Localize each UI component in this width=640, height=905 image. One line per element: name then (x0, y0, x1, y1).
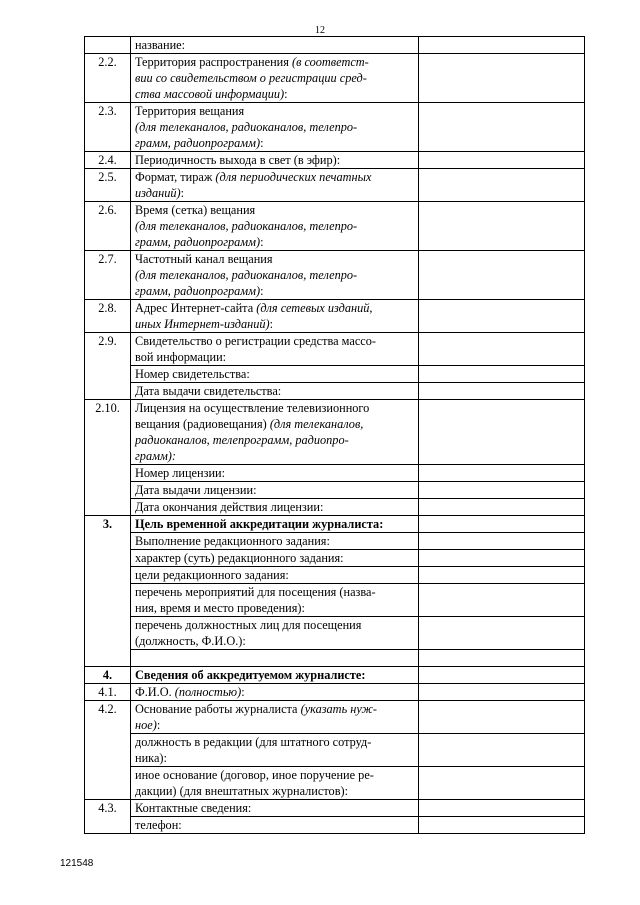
value-field[interactable] (419, 516, 585, 533)
table-row (85, 169, 585, 202)
label-text: Время (сетка) вещания (135, 203, 256, 217)
item-number: 2.3. (85, 103, 131, 152)
value-field[interactable] (419, 366, 585, 383)
label-text: изданий) (135, 186, 181, 200)
label-text: Формат, тираж (135, 170, 216, 184)
table-row (85, 400, 585, 465)
value-field[interactable] (419, 617, 585, 650)
table-row (85, 152, 585, 169)
value-field[interactable] (419, 103, 585, 152)
label-text: Основание работы журналиста (135, 702, 301, 716)
label-text: название: (135, 38, 186, 52)
item-number: 2.7. (85, 251, 131, 300)
table-row (85, 684, 585, 701)
label-text: вещания (радиовещания) (135, 417, 270, 431)
label-text: вии со свидетельством о регистрации сред- (135, 71, 367, 85)
item-number: 4.3. (85, 800, 131, 834)
label-text: Свидетельство о регистрации средства массо- (135, 334, 376, 348)
label-text: : (260, 235, 264, 249)
label-text: : (171, 449, 176, 463)
item-label (131, 567, 419, 584)
value-field[interactable] (419, 400, 585, 465)
label-text: (указать нуж- (300, 702, 378, 716)
value-field[interactable] (419, 37, 585, 54)
item-label (131, 734, 419, 767)
item-label (131, 650, 419, 667)
item-label (131, 383, 419, 400)
item-number: 2.2. (85, 54, 131, 103)
label-text: : (269, 317, 274, 331)
label-text: грамм, радиопрограмм) (135, 235, 261, 249)
table-row (85, 667, 585, 684)
label-text: : (284, 87, 288, 101)
label-text: ния, время и место проведения): (135, 601, 305, 615)
label-text: ника): (135, 751, 167, 765)
document-code: 121548 (60, 858, 94, 869)
label-text: радиоканалов, телепрограмм, радиопро- (135, 433, 349, 447)
label-text: иных Интернет-изданий) (135, 317, 270, 331)
label-text: ное) (135, 718, 157, 732)
label-text: вой информации: (135, 350, 227, 364)
item-label (131, 54, 419, 103)
label-text: грамм, радиопрограмм) (135, 136, 261, 150)
label-text: Частотный канал вещания (135, 252, 273, 266)
value-field[interactable] (419, 152, 585, 169)
label-text: характер (суть) редакционного задания: (135, 551, 344, 565)
label-text: Контактные сведения: (135, 801, 252, 815)
label-text: иное основание (договор, иное поручение ре- (135, 768, 374, 782)
item-label (131, 667, 419, 684)
label-text: должность в редакции (для штатного сотруд- (135, 735, 372, 749)
value-field[interactable] (419, 54, 585, 103)
table-row (85, 103, 585, 152)
label-text: : (180, 186, 185, 200)
label-text: Сведения об аккредитуемом журналисте: (135, 668, 366, 682)
label-text: (должность, Ф.И.О.): (135, 634, 246, 648)
table-row (85, 516, 585, 533)
value-field[interactable] (419, 300, 585, 333)
label-text: телефон: (135, 818, 182, 832)
value-field[interactable] (419, 465, 585, 482)
value-field[interactable] (419, 667, 585, 684)
item-number: 3. (85, 516, 131, 667)
item-number: 2.10. (85, 400, 131, 516)
value-field[interactable] (419, 550, 585, 567)
item-label (131, 251, 419, 300)
table-row (85, 617, 585, 650)
table-row (85, 567, 585, 584)
label-text: : (156, 718, 161, 732)
label-text: (для сетевых изданий, (256, 301, 373, 315)
value-field[interactable] (419, 499, 585, 516)
item-number: 4.1. (85, 684, 131, 701)
value-field[interactable] (419, 584, 585, 617)
value-field[interactable] (419, 383, 585, 400)
label-text: (для телеканалов, радиоканалов, телепро- (135, 120, 358, 134)
label-text: (для телеканалов, (269, 417, 364, 431)
label-text: (полностью) (174, 685, 242, 699)
table-row (85, 767, 585, 800)
label-text: (для периодических печатных (215, 170, 372, 184)
value-field[interactable] (419, 567, 585, 584)
item-label (131, 202, 419, 251)
item-number: 2.6. (85, 202, 131, 251)
label-text: перечень должностных лиц для посещения (135, 618, 362, 632)
value-field[interactable] (419, 482, 585, 499)
label-text: Территория вещания (135, 104, 245, 118)
item-number (85, 37, 131, 54)
item-number: 4.2. (85, 701, 131, 800)
label-text: грамм) (135, 449, 172, 463)
value-field[interactable] (419, 800, 585, 817)
item-label (131, 152, 419, 169)
label-text: Номер свидетельства: (135, 367, 250, 381)
item-number: 2.4. (85, 152, 131, 169)
item-number: 2.9. (85, 333, 131, 400)
label-text: Дата окончания действия лицензии: (135, 500, 324, 514)
table-row (85, 550, 585, 567)
table-row (85, 701, 585, 734)
item-label (131, 333, 419, 366)
item-label (131, 169, 419, 202)
label-text: Лицензия на осуществление телевизионного (135, 401, 370, 415)
table-row (85, 482, 585, 499)
table-row (85, 366, 585, 383)
item-label (131, 366, 419, 383)
table-row (85, 817, 585, 834)
label-text: : (260, 136, 264, 150)
label-text: Номер лицензии: (135, 466, 226, 480)
label-text: Периодичность выхода в свет (в эфир): (135, 153, 341, 167)
label-text: Цель временной аккредитации журналиста: (135, 517, 384, 531)
item-label (131, 767, 419, 800)
item-label (131, 400, 419, 465)
page-number: 12 (315, 25, 325, 36)
table-row (85, 499, 585, 516)
item-label (131, 300, 419, 333)
label-text: (в соответст- (291, 55, 369, 69)
label-text: цели редакционного задания: (135, 568, 289, 582)
item-label (131, 617, 419, 650)
table-row (85, 533, 585, 550)
item-label (131, 533, 419, 550)
label-text: дакции) (для внештатных журналистов): (135, 784, 349, 798)
label-text: (для телеканалов, радиоканалов, телепро- (135, 219, 358, 233)
table-row (85, 251, 585, 300)
value-field[interactable] (419, 333, 585, 366)
value-field[interactable] (419, 533, 585, 550)
item-label (131, 482, 419, 499)
item-number: 4. (85, 667, 131, 684)
table-row (85, 650, 585, 667)
value-field[interactable] (419, 169, 585, 202)
label-text: (для телеканалов, радиоканалов, телепро- (135, 268, 358, 282)
item-label (131, 103, 419, 152)
label-text: Адрес Интернет-сайта (135, 301, 257, 315)
label-text: перечень мероприятий для посещения (назва- (135, 585, 376, 599)
item-label (131, 37, 419, 54)
label-text: Выполнение редакционного задания: (135, 534, 330, 548)
table-row (85, 800, 585, 817)
label-text: Дата выдачи лицензии: (135, 483, 257, 497)
table-row (85, 202, 585, 251)
value-field[interactable] (419, 701, 585, 734)
item-label (131, 550, 419, 567)
value-field[interactable] (419, 650, 585, 667)
label-text: : (241, 685, 245, 699)
label-text: Дата выдачи свидетельства: (135, 384, 282, 398)
item-label (131, 584, 419, 617)
form-table (84, 36, 585, 834)
table-row (85, 333, 585, 366)
label-text: Территория распространения (135, 55, 292, 69)
label-text: грамм, радиопрограмм) (135, 284, 261, 298)
label-text: ства массовой информации) (135, 87, 285, 101)
item-number: 2.5. (85, 169, 131, 202)
value-field[interactable] (419, 202, 585, 251)
table-row (85, 54, 585, 103)
value-field[interactable] (419, 684, 585, 701)
item-label (131, 516, 419, 533)
item-label (131, 465, 419, 482)
table-row (85, 383, 585, 400)
label-text: : (260, 284, 264, 298)
value-field[interactable] (419, 817, 585, 834)
table-row (85, 734, 585, 767)
value-field[interactable] (419, 251, 585, 300)
label-text: Ф.И.О. (135, 685, 175, 699)
item-label (131, 684, 419, 701)
table-row (85, 465, 585, 482)
table-row (85, 37, 585, 54)
item-label (131, 800, 419, 817)
item-label (131, 817, 419, 834)
value-field[interactable] (419, 767, 585, 800)
item-number: 2.8. (85, 300, 131, 333)
item-label (131, 701, 419, 734)
value-field[interactable] (419, 734, 585, 767)
item-label (131, 499, 419, 516)
table-row (85, 300, 585, 333)
table-row (85, 584, 585, 617)
